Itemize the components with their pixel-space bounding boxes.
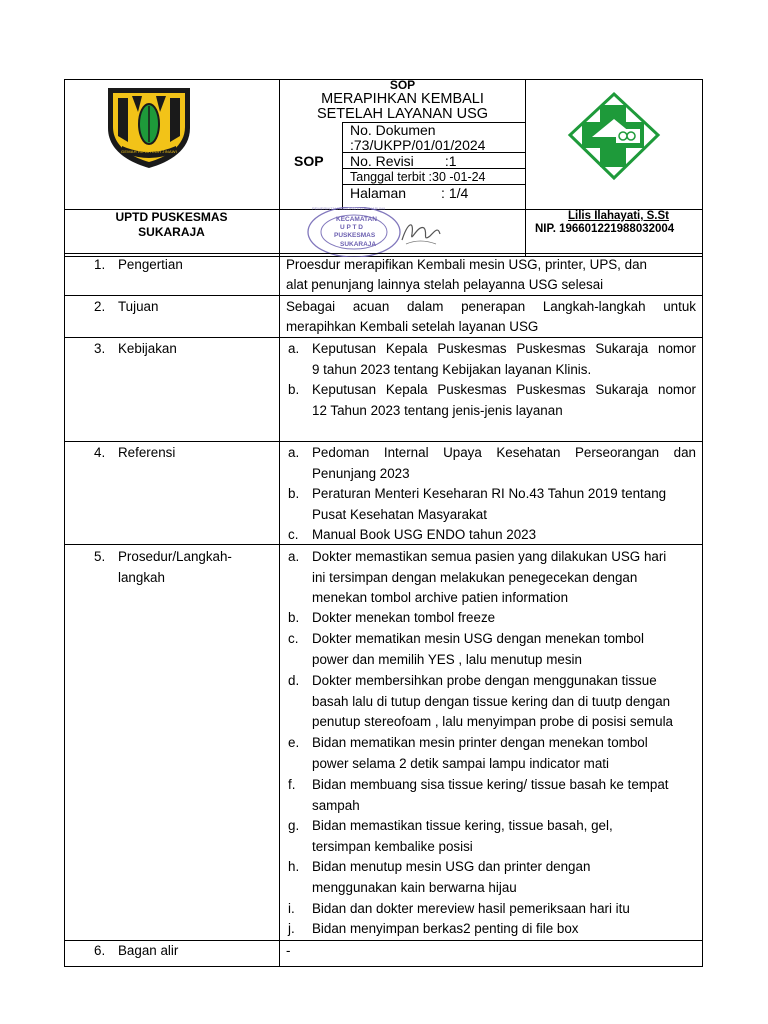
stamp-text-mid1: U P T D: [340, 224, 363, 231]
tujuan-line2: merapihkan Kembali setelah layanan USG: [286, 319, 539, 334]
signer-name: Lilis Ilahayati, S.St: [568, 210, 669, 222]
list-item: [288, 380, 696, 421]
list-text: Keputusan Kepala Puskesmas Puskesmas Sukaraja nomor: [312, 382, 696, 397]
list-text-cont: power dan memilih YES , lalu menutup mesin: [312, 651, 582, 667]
bagan-alir-value: -: [286, 943, 291, 958]
list-text-cont: penutup stereofoam , lalu menyimpan probe di posisi semula: [312, 714, 674, 730]
list-marker: i.: [288, 901, 295, 916]
sop-col-divider: [342, 122, 343, 209]
list-text-cont: tersimpan kembalike posisi: [312, 838, 473, 854]
list-text-cont: Penunjang 2023: [312, 465, 410, 481]
list-marker: j.: [288, 921, 295, 936]
list-text-cont: 12 Tahun 2023 tentang jenis-jenis layanan: [312, 402, 563, 418]
pengertian-line2: alat penunjang lainnya stelah pelayanna USG selesai: [286, 277, 604, 292]
list-item: [288, 547, 696, 609]
section-number: 6.: [94, 943, 106, 958]
list-marker: h.: [288, 859, 300, 874]
section-label: Tujuan: [118, 299, 159, 314]
list-item: [288, 671, 696, 733]
section-number: 1.: [94, 257, 106, 272]
list-text: Bidan menutup mesin USG dan printer dengan: [312, 859, 591, 874]
official-stamp: [306, 207, 406, 257]
list-item: [288, 484, 696, 525]
row-rule-3: [64, 441, 703, 442]
list-text-cont: ini tersimpan dengan melakukan penegecekan dengan: [312, 569, 638, 585]
list-text-cont: basah lalu di tutup dengan tissue kering dan di tuutp dengan: [312, 693, 671, 709]
page-count: Halaman : 1/4: [350, 185, 469, 201]
list-text: Bidan memastikan tissue kering, tissue basah, gel,: [312, 818, 613, 833]
section-label: Kebijakan: [118, 341, 177, 356]
section-label-cont: langkah: [118, 570, 165, 585]
puskesmas-logo: [566, 91, 662, 181]
list-item: [288, 733, 696, 774]
stamp-text-bottom: SUKARAJA: [340, 241, 377, 248]
list-item: [288, 857, 696, 898]
regional-logo: [104, 84, 194, 170]
stamp-ring-text: PEMERINTAH KABUPATEN SUKABUMI: [312, 206, 385, 211]
list-text: Dokter membersihkan probe dengan menggunakan tissue: [312, 673, 657, 688]
tujuan-line1: Sebagai acuan dalam penerapan Langkah-langkah untuk: [286, 299, 696, 314]
list-text: Keputusan Kepala Puskesmas Puskesmas Sukaraja nomor: [312, 341, 696, 356]
list-marker: d.: [288, 673, 300, 688]
section-number: 2.: [94, 299, 106, 314]
list-marker: b.: [288, 610, 300, 625]
list-marker: a.: [288, 549, 300, 564]
list-text-cont: menekan tombol archive patien information: [312, 590, 569, 606]
section-label: Referensi: [118, 445, 176, 460]
document-title-line2: SETELAH LAYANAN USG: [316, 106, 489, 122]
list-marker: c.: [288, 527, 299, 542]
list-marker: f.: [288, 777, 296, 792]
section-number: 3.: [94, 341, 106, 356]
logo-motto: GEMAH RIPAH LOH JINAWI: [121, 149, 177, 154]
list-marker: b.: [288, 486, 300, 501]
signature: [398, 214, 444, 250]
list-text: Dokter mematikan mesin USG dengan menekan tombol: [312, 631, 644, 646]
doc-number-value: :73/UKPP/01/01/2024: [350, 137, 486, 153]
list-text: Dokter memastikan semua pasien yang dilakukan USG hari: [312, 549, 667, 564]
list-item: [288, 816, 696, 857]
list-text: Pedoman Internal Upaya Kesehatan Perseorangan dan: [312, 445, 696, 460]
stamp-text-mid2: PUSKESMAS: [334, 232, 376, 239]
content-col-divider: [279, 253, 280, 967]
list-text-cont: menggunakan kain berwarna hijau: [312, 879, 517, 895]
list-marker: a.: [288, 445, 300, 460]
org-name-line2: SUKARAJA: [138, 225, 205, 239]
list-text-cont: sampah: [312, 797, 360, 813]
list-text: Peraturan Menteri Keseharan RI No.43 Tahun 2019 tentang: [312, 486, 667, 501]
list-item: [288, 525, 696, 546]
list-item: [288, 339, 696, 380]
list-text-cont: Pusat Kesehatan Masyarakat: [312, 506, 487, 522]
list-marker: e.: [288, 735, 300, 750]
org-name-line1: UPTD PUSKESMAS: [115, 210, 228, 224]
list-marker: a.: [288, 341, 300, 356]
section-number: 5.: [94, 549, 106, 564]
list-text: Bidan membuang sisa tissue kering/ tissue basah ke tempat: [312, 777, 669, 792]
list-marker: c.: [288, 631, 299, 646]
list-text: Manual Book USG ENDO tahun 2023: [312, 527, 537, 542]
section-label: Pengertian: [118, 257, 183, 272]
header-col-divider-2: [525, 79, 526, 257]
stamp-text-top: KECAMATAN: [336, 216, 377, 223]
signer-nip: NIP. 196601221988032004: [535, 223, 675, 235]
sop-label: SOP: [294, 153, 324, 169]
list-item: [288, 899, 696, 920]
list-marker: g.: [288, 818, 300, 833]
list-item: [288, 919, 696, 940]
list-text: Bidan menyimpan berkas2 penting di file box: [312, 921, 579, 936]
list-item: [288, 775, 696, 816]
list-text: Dokter menekan tombol freeze: [312, 610, 496, 625]
list-marker: b.: [288, 382, 300, 397]
revision-number: No. Revisi :1: [350, 153, 457, 169]
section-label: Prosedur/Langkah-: [118, 549, 232, 564]
list-item: [288, 629, 696, 670]
pengertian-line1: Proesdur merapifikan Kembali mesin USG, printer, UPS, dan: [286, 257, 647, 272]
issue-date: Tanggal terbit :30 -01-24: [350, 170, 486, 184]
list-text-cont: power selama 2 detik sampai lampu indicator mati: [312, 755, 609, 771]
list-text: Bidan mematikan mesin printer dengan menekan tombol: [312, 735, 648, 750]
section-label: Bagan alir: [118, 943, 179, 958]
list-text: Bidan dan dokter mereview hasil pemeriksaan hari itu: [312, 901, 630, 916]
sop-top-label: SOP: [389, 78, 416, 92]
list-text-cont: 9 tahun 2023 tentang Kebijakan layanan Klinis.: [312, 361, 592, 377]
section-number: 4.: [94, 445, 106, 460]
list-item: [288, 443, 696, 484]
doc-number-label: No. Dokumen: [350, 122, 436, 138]
list-item: [288, 608, 696, 629]
document-title-line1: MERAPIHKAN KEMBALI: [321, 91, 484, 107]
